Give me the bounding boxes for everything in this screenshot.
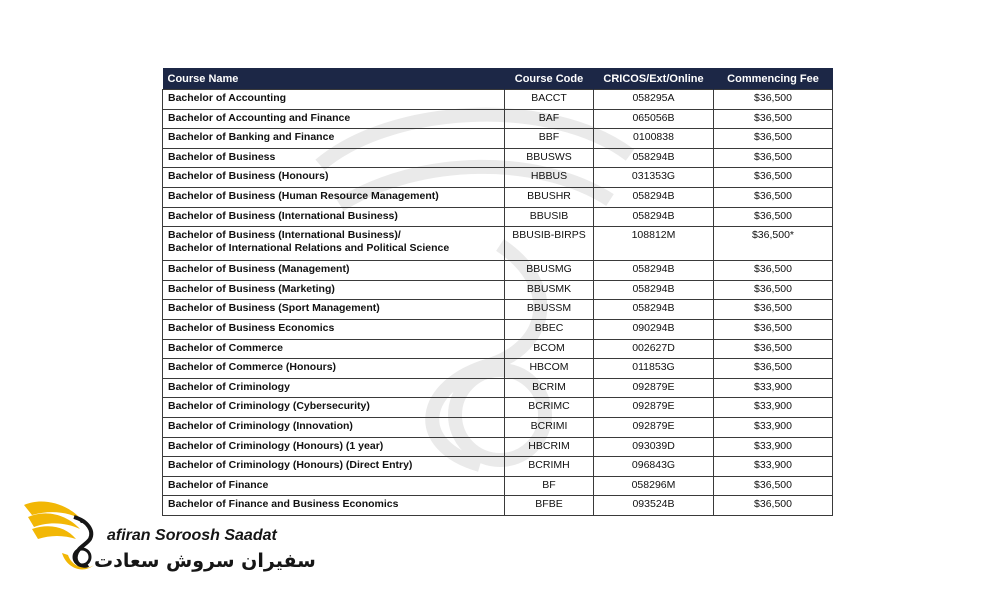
course-code-cell: BCRIMH [505,457,594,477]
course-name-cell [163,207,505,227]
cricos-cell: 058294B [594,207,714,227]
course-name-line: Bachelor of Business (Human Resource Management) [168,189,439,202]
course-code-cell: BCRIMC [505,398,594,418]
fee-cell: $36,500 [714,109,833,129]
table-row [163,129,833,149]
course-name-line: Bachelor of Business Economics [168,321,335,334]
course-name-line: Bachelor of Finance and Business Economics [168,498,399,511]
course-name-line: Bachelor of Business (Management) [168,263,350,276]
cricos-cell: 058295A [594,90,714,110]
course-code-cell: BBUSMG [505,261,594,281]
fee-cell: $36,500 [714,207,833,227]
course-name-line: Bachelor of Banking and Finance [168,131,335,144]
course-code-cell: BBUSWS [505,148,594,168]
cricos-cell: 093039D [594,437,714,457]
fee-cell: $36,500 [714,168,833,188]
cricos-cell: 058294B [594,148,714,168]
course-name-line: Bachelor of Criminology (Honours) (Direct Entry) [168,459,413,472]
fee-cell: $33,900 [714,437,833,457]
course-code-cell: BBUSIB [505,207,594,227]
course-code-cell: BBEC [505,319,594,339]
fee-cell: $36,500 [714,148,833,168]
course-name-cell [163,129,505,149]
fee-cell: $36,500 [714,187,833,207]
course-name-cell [163,359,505,379]
fee-cell: $36,500 [714,129,833,149]
fee-cell: $36,500 [714,496,833,516]
fee-cell: $36,500 [714,300,833,320]
course-name-line: Bachelor of Business (Sport Management) [168,302,380,315]
fee-cell: $33,900 [714,457,833,477]
fee-cell: $36,500 [714,359,833,379]
cricos-cell: 058294B [594,187,714,207]
course-name-cell [163,168,505,188]
course-code-cell: HBCOM [505,359,594,379]
course-code-cell: BBUSSM [505,300,594,320]
course-name-line: Bachelor of Commerce [168,341,283,354]
course-name-cell [163,261,505,281]
cricos-cell: 096843G [594,457,714,477]
table-row [163,300,833,320]
course-code-cell: BBUSIB-BIRPS [505,227,594,261]
fee-cell: $36,500 [714,280,833,300]
course-name-cell [163,148,505,168]
course-name-cell [163,300,505,320]
course-name-cell [163,398,505,418]
course-name-line: Bachelor of Criminology (Cybersecurity) [168,400,370,413]
logo-latin-text: afiran Soroosh Saadat [107,527,277,544]
course-name-line: Bachelor of Criminology (Innovation) [168,419,353,432]
course-name-line: Bachelor of Business (Marketing) [168,282,335,295]
course-name-line: Bachelor of International Relations and Political Science [168,242,450,255]
course-name-cell [163,90,505,110]
cricos-cell: 092879E [594,378,714,398]
course-code-cell: BAF [505,109,594,129]
course-name-line: Bachelor of Accounting [168,92,287,104]
table-row [163,476,833,496]
cricos-cell: 090294B [594,319,714,339]
cricos-cell: 093524B [594,496,714,516]
fee-cell: $33,900 [714,417,833,437]
course-name-cell [163,339,505,359]
header-fee: Commencing Fee [714,68,833,90]
course-name-cell [163,437,505,457]
course-code-cell: BACCT [505,90,594,110]
table-row [163,359,833,379]
table-row [163,339,833,359]
course-code-cell: BBF [505,129,594,149]
course-name-cell [163,378,505,398]
course-name-cell [163,417,505,437]
cricos-cell: 058296M [594,476,714,496]
fee-cell: $36,500 [714,319,833,339]
course-name-line: Bachelor of Finance [168,478,269,491]
course-name-line: Bachelor of Accounting and Finance [168,111,351,124]
course-name-cell [163,109,505,129]
fee-cell: $36,500* [714,227,833,261]
course-name-line: Bachelor of Business (International Business) [168,209,398,222]
course-name-line: Bachelor of Business (Honours) [168,170,329,183]
fee-cell: $33,900 [714,378,833,398]
course-code-cell: HBBUS [505,168,594,188]
cricos-cell: 002627D [594,339,714,359]
header-course-name: Course Name [163,68,505,90]
table-row [163,261,833,281]
fee-cell: $36,500 [714,476,833,496]
course-name-cell [163,280,505,300]
course-name-cell [163,457,505,477]
courses-table [162,68,833,516]
fee-cell: $36,500 [714,339,833,359]
course-name-cell [163,187,505,207]
table-row [163,417,833,437]
course-code-cell: BCRIMI [505,417,594,437]
course-name-cell [163,319,505,339]
table-row [163,378,833,398]
course-code-cell: HBCRIM [505,437,594,457]
course-name-line: Bachelor of Criminology [168,380,290,393]
cricos-cell: 058294B [594,280,714,300]
cricos-cell: 011853G [594,359,714,379]
table-header-row [163,68,833,90]
course-name-line: Bachelor of Commerce (Honours) [168,361,337,374]
table-row [163,207,833,227]
table-row [163,280,833,300]
cricos-cell: 092879E [594,398,714,418]
course-code-cell: BCOM [505,339,594,359]
table-row [163,437,833,457]
fee-cell: $36,500 [714,261,833,281]
course-name-line: Bachelor of Business (International Business)/ [168,229,401,242]
course-code-cell: BBUSMK [505,280,594,300]
course-code-cell: BFBE [505,496,594,516]
fee-cell: $33,900 [714,398,833,418]
table-row [163,109,833,129]
header-cricos: CRICOS/Ext/Online [594,68,714,90]
course-code-cell: BCRIM [505,378,594,398]
table-row [163,187,833,207]
cricos-cell: 058294B [594,300,714,320]
header-course-code: Course Code [505,68,594,90]
course-name-line: Bachelor of Business [168,150,276,163]
table-row [163,227,833,261]
course-name-cell [163,476,505,496]
cricos-cell: 108812M [594,227,714,261]
cricos-cell: 031353G [594,168,714,188]
course-name-line: Bachelor of Criminology (Honours) (1 year) [168,439,384,452]
table-row [163,319,833,339]
fee-cell: $36,500 [714,90,833,110]
cricos-cell: 092879E [594,417,714,437]
table-row [163,457,833,477]
course-name-cell [163,227,505,261]
cricos-cell: 0100838 [594,129,714,149]
table-row [163,168,833,188]
cricos-cell: 058294B [594,261,714,281]
table-row [163,148,833,168]
company-logo [22,495,316,585]
course-code-cell: BBUSHR [505,187,594,207]
course-code-cell: BF [505,476,594,496]
table-row [163,398,833,418]
cricos-cell: 065056B [594,109,714,129]
logo-farsi-text: سفیران سروش سعادت [94,550,316,572]
table-row [163,90,833,110]
